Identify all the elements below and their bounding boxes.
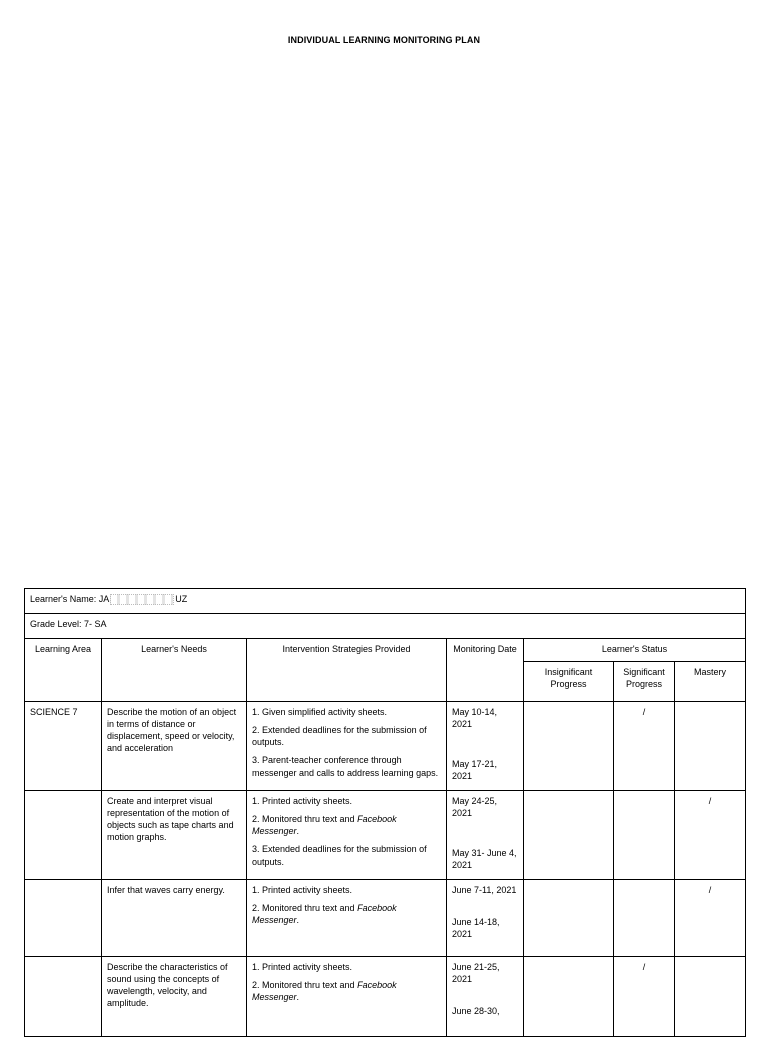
grade-level-label: Grade Level: [30, 619, 82, 629]
strategy-platform: Facebook Messenger [252, 980, 397, 1003]
strategy-text: 2. Monitored thru text and [252, 814, 355, 825]
insignificant-progress-cell [524, 791, 614, 880]
strategies-cell [247, 791, 447, 880]
significant-progress-cell: / [614, 702, 675, 791]
learners-need-cell: Create and interpret visual representation of the motion of objects such as tape charts and motion graphs. [102, 791, 247, 880]
header-learners-needs: Learner's Needs [102, 639, 247, 702]
strategy-item: 3. Parent-teacher conference through messenger and calls to address learning gaps. [252, 755, 439, 778]
strategy-item: 3. Extended deadlines for the submission of outputs. [252, 844, 427, 867]
table-row [25, 880, 746, 957]
monitoring-date-cell [447, 957, 524, 1037]
insignificant-progress-cell [524, 702, 614, 791]
header-learning-area: Learning Area [25, 639, 102, 702]
strategy-platform: Facebook Messenger [252, 814, 397, 837]
monitoring-date: June 7-11, 2021 [452, 885, 517, 895]
significant-progress-cell [614, 880, 675, 957]
mastery-cell: / [675, 880, 746, 957]
strategies-cell [247, 957, 447, 1037]
monitoring-date: June 14-18, 2021 [452, 917, 500, 940]
mastery-cell: / [675, 791, 746, 880]
monitoring-date-cell [447, 791, 524, 880]
learners-need-cell: Describe the characteristics of sound using the concepts of wavelength, velocity, and amplitude. [102, 957, 247, 1037]
strategy-item: 2. Monitored thru text and Facebook Messenger. [252, 903, 397, 926]
learners-need-cell: Describe the motion of an object in terms of distance or displacement, speed or velocity, and acceleration [102, 702, 247, 791]
monitoring-plan-table [24, 588, 746, 1037]
learner-name-label: Learner's Name: [30, 594, 97, 604]
learning-area-cell [25, 880, 102, 957]
strategy-item: 1. Printed activity sheets. [252, 885, 353, 895]
document-title: INDIVIDUAL LEARNING MONITORING PLAN [287, 35, 481, 45]
learning-area-cell [25, 791, 102, 880]
monitoring-date: May 17-21, 2021 [452, 759, 498, 782]
monitoring-date: June 21-25, 2021 [452, 962, 500, 985]
mastery-cell [675, 957, 746, 1037]
monitoring-date-cell [447, 702, 524, 791]
insignificant-progress-cell [524, 957, 614, 1037]
header-insignificant-progress: Insignificant Progress [524, 662, 614, 702]
learning-area-cell: SCIENCE 7 [25, 702, 102, 791]
strategy-text: 2. Monitored thru text and [252, 903, 355, 914]
strategies-cell [247, 702, 447, 791]
table-header-row [25, 639, 746, 662]
table-row [25, 957, 746, 1037]
strategy-item: 2. Monitored thru text and Facebook Messenger. [252, 980, 397, 1003]
table-row [25, 702, 746, 791]
significant-progress-cell: / [614, 957, 675, 1037]
monitoring-date: May 10-14, 2021 [452, 707, 498, 730]
learner-name-row [25, 589, 746, 614]
significant-progress-cell [614, 791, 675, 880]
monitoring-date: May 24-25, 2021 [452, 796, 498, 819]
table-row [25, 791, 746, 880]
monitoring-date: June 28-30, [452, 1006, 500, 1017]
strategies-cell [247, 880, 447, 957]
redacted-name-mark [110, 594, 174, 605]
grade-level-row [25, 614, 746, 639]
strategy-item: 2. Monitored thru text and Facebook Messenger. [252, 814, 397, 837]
strategy-item: 1. Printed activity sheets. [252, 962, 353, 972]
strategy-item: 2. Extended deadlines for the submission of outputs. [252, 725, 427, 748]
grade-level-value: 7- SA [84, 619, 107, 629]
grade-level-cell [25, 614, 746, 639]
monitoring-date-cell [447, 880, 524, 957]
strategy-platform: Facebook Messenger [252, 903, 397, 926]
learning-area-cell [25, 957, 102, 1037]
learner-name-suffix: UZ [175, 594, 188, 604]
strategy-text: 2. Monitored thru text and [252, 980, 355, 991]
learner-name-cell [25, 589, 746, 614]
header-significant-progress: Significant Progress [614, 662, 675, 702]
strategy-item: 1. Printed activity sheets. [252, 796, 353, 806]
header-mastery: Mastery [675, 662, 746, 702]
monitoring-date: May 31- June 4, 2021 [452, 848, 517, 871]
header-monitoring-date: Monitoring Date [447, 639, 524, 702]
learner-name-prefix: JA [98, 594, 110, 604]
strategy-item: 1. Given simplified activity sheets. [252, 707, 388, 717]
learners-need-cell: Infer that waves carry energy. [102, 880, 247, 957]
mastery-cell [675, 702, 746, 791]
header-learners-status: Learner's Status [524, 639, 746, 662]
header-intervention-strategies: Intervention Strategies Provided [247, 639, 447, 702]
insignificant-progress-cell [524, 880, 614, 957]
